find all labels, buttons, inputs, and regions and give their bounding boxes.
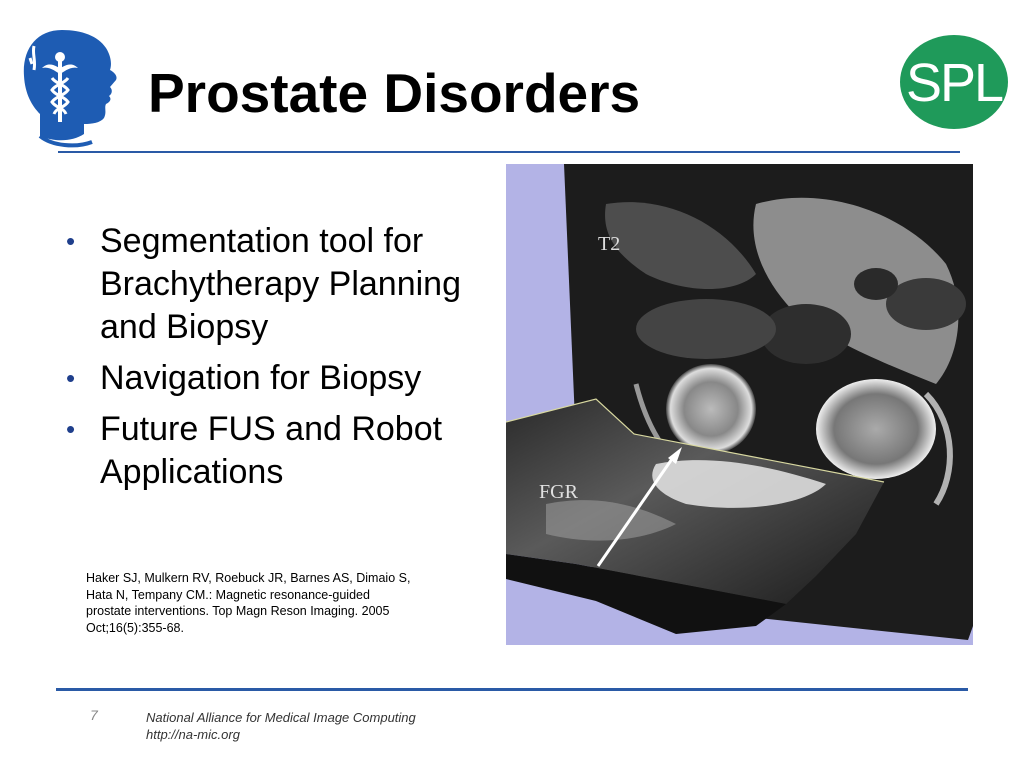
bullet-text: Future FUS and Robot Applications [100, 410, 443, 491]
bullet-icon: • [66, 414, 76, 444]
bullet-item [58, 220, 488, 349]
page-title: Prostate Disorders [148, 62, 641, 124]
footer [146, 709, 416, 743]
page-number: 7 [90, 707, 98, 723]
bullet-list [58, 220, 488, 502]
bullet-icon: • [66, 363, 76, 393]
bullet-text: Segmentation tool for Brachytherapy Planning and Biopsy [100, 222, 462, 346]
bullet-item [58, 357, 488, 400]
mri-figure [506, 164, 973, 645]
title-divider [58, 151, 960, 153]
spl-logo [899, 34, 1009, 130]
footer-divider [56, 688, 968, 691]
head-caduceus-icon [18, 24, 126, 152]
footer-url[interactable]: http://na-mic.org [146, 727, 240, 742]
namic-logo [18, 24, 126, 152]
bullet-item [58, 408, 488, 494]
bullet-icon: • [66, 226, 76, 256]
spl-logo-text: SPL [905, 53, 1003, 113]
footer-org: National Alliance for Medical Image Computing [146, 710, 416, 725]
figure-label-fgr: FGR [539, 481, 578, 503]
figure-label-t2: T2 [598, 233, 621, 255]
bullet-text: Navigation for Biopsy [100, 359, 422, 397]
citation: Haker SJ, Mulkern RV, Roebuck JR, Barnes AS, Dimaio S, Hata N, Tempany CM.: Magnetic resonance-guided prostate interventions. Top Magn Reson Imaging. 2005 Oct;16(5):355-68. [86, 571, 411, 635]
